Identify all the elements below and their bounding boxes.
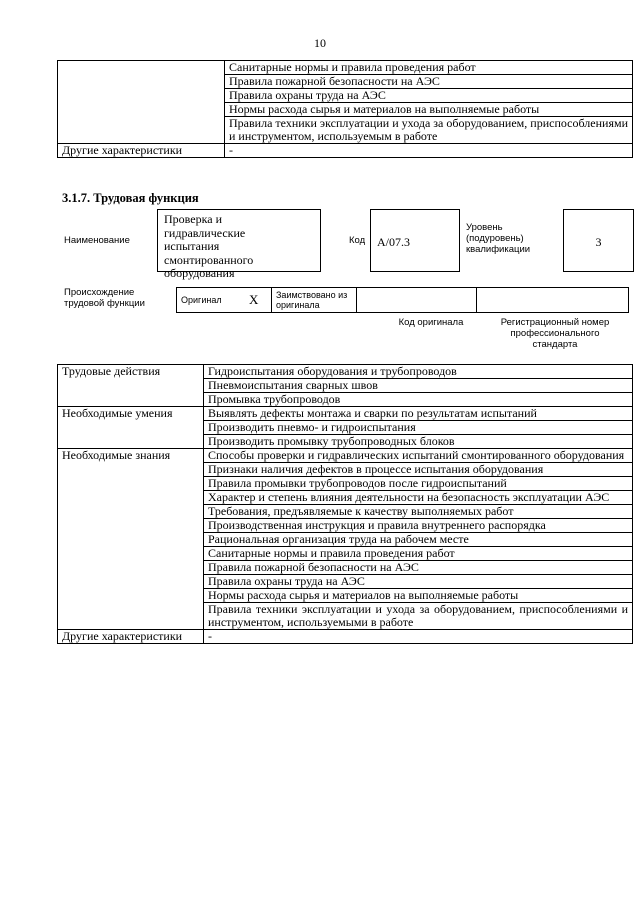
group-item: Гидроиспытания оборудования и трубопроводов [204, 365, 633, 379]
table-row [58, 449, 633, 463]
borrowed-label: Заимствовано из оригинала [272, 288, 357, 313]
page-number: 10 [314, 36, 326, 50]
code-original-caption: Код оригинала [398, 317, 464, 328]
top-table [57, 60, 633, 158]
main-table [57, 364, 633, 644]
group-item: Производить промывку трубопроводных блоков [204, 435, 633, 449]
group-item: Нормы расхода сырья и материалов на выполняемые работы [204, 589, 633, 603]
group-item: Санитарные нормы и правила проведения работ [204, 547, 633, 561]
name-value: Проверка и гидравлические испытания смонтированного оборудования [164, 212, 254, 280]
level-value: 3 [595, 235, 602, 249]
name-label: Наименование [64, 235, 130, 246]
main-other-label: Другие характеристики [58, 630, 204, 644]
name-box [157, 209, 321, 280]
code-box [370, 209, 460, 272]
group-item: Пневмоиспытания сварных швов [204, 379, 633, 393]
top-other-value: - [225, 144, 633, 158]
group-item: Правила техники эксплуатации и ухода за оборудованием, приспособлениями и инструментом, используемыми в работе [204, 603, 633, 630]
group-item: Производить пневмо- и гидроиспытания [204, 421, 633, 435]
group-label: Необходимые знания [58, 449, 204, 630]
code-label: Код [349, 235, 366, 246]
level-label: Уровень (подуровень) квалификации [466, 222, 531, 255]
group-item: Признаки наличия дефектов в процессе испытания оборудования [204, 463, 633, 477]
reg-number-cell [477, 288, 629, 313]
top-row-4: Нормы расхода сырья и материалов на выполняемые работы [225, 103, 633, 117]
table-row [58, 407, 633, 421]
group-item: Правила промывки трубопроводов после гидроиспытаний [204, 477, 633, 491]
code-value: А/07.3 [377, 235, 410, 249]
code-original-cell [357, 288, 477, 313]
group-item: Производственная инструкция и правила внутреннего распорядка [204, 519, 633, 533]
top-other-label: Другие характеристики [58, 144, 225, 158]
group-label: Трудовые действия [58, 365, 204, 407]
group-item: Правила пожарной безопасности на АЭС [204, 561, 633, 575]
section-heading: 3.1.7. Трудовая функция [62, 191, 199, 205]
origin-label: Происхождение трудовой функции [64, 287, 145, 309]
group-item: Способы проверки и гидравлических испытаний смонтированного оборудования [204, 449, 633, 463]
group-item: Требования, предъявляемые к качеству выполняемых работ [204, 505, 633, 519]
origin-table [176, 287, 629, 313]
group-item: Промывка трубопроводов [204, 393, 633, 407]
original-label: Оригинал [177, 288, 237, 313]
top-row-5: Правила техники эксплуатации и ухода за оборудованием, приспособлениями и инструментом, используемым в работе [225, 117, 633, 144]
top-row-1: Санитарные нормы и правила проведения работ [225, 61, 633, 75]
reg-number-caption: Регистрационный номер профессионального стандарта [500, 317, 610, 350]
table-row [58, 630, 633, 644]
main-other-value: - [204, 630, 633, 644]
top-row-2: Правила пожарной безопасности на АЭС [225, 75, 633, 89]
group-item: Характер и степень влияния деятельности на безопасность эксплуатации АЭС [204, 491, 633, 505]
group-item: Рациональная организация труда на рабочем месте [204, 533, 633, 547]
original-mark: X [237, 288, 272, 313]
level-box [563, 209, 634, 272]
top-row-3: Правила охраны труда на АЭС [225, 89, 633, 103]
group-label: Необходимые умения [58, 407, 204, 449]
table-row [58, 365, 633, 379]
group-item: Выявлять дефекты монтажа и сварки по результатам испытаний [204, 407, 633, 421]
group-item: Правила охраны труда на АЭС [204, 575, 633, 589]
